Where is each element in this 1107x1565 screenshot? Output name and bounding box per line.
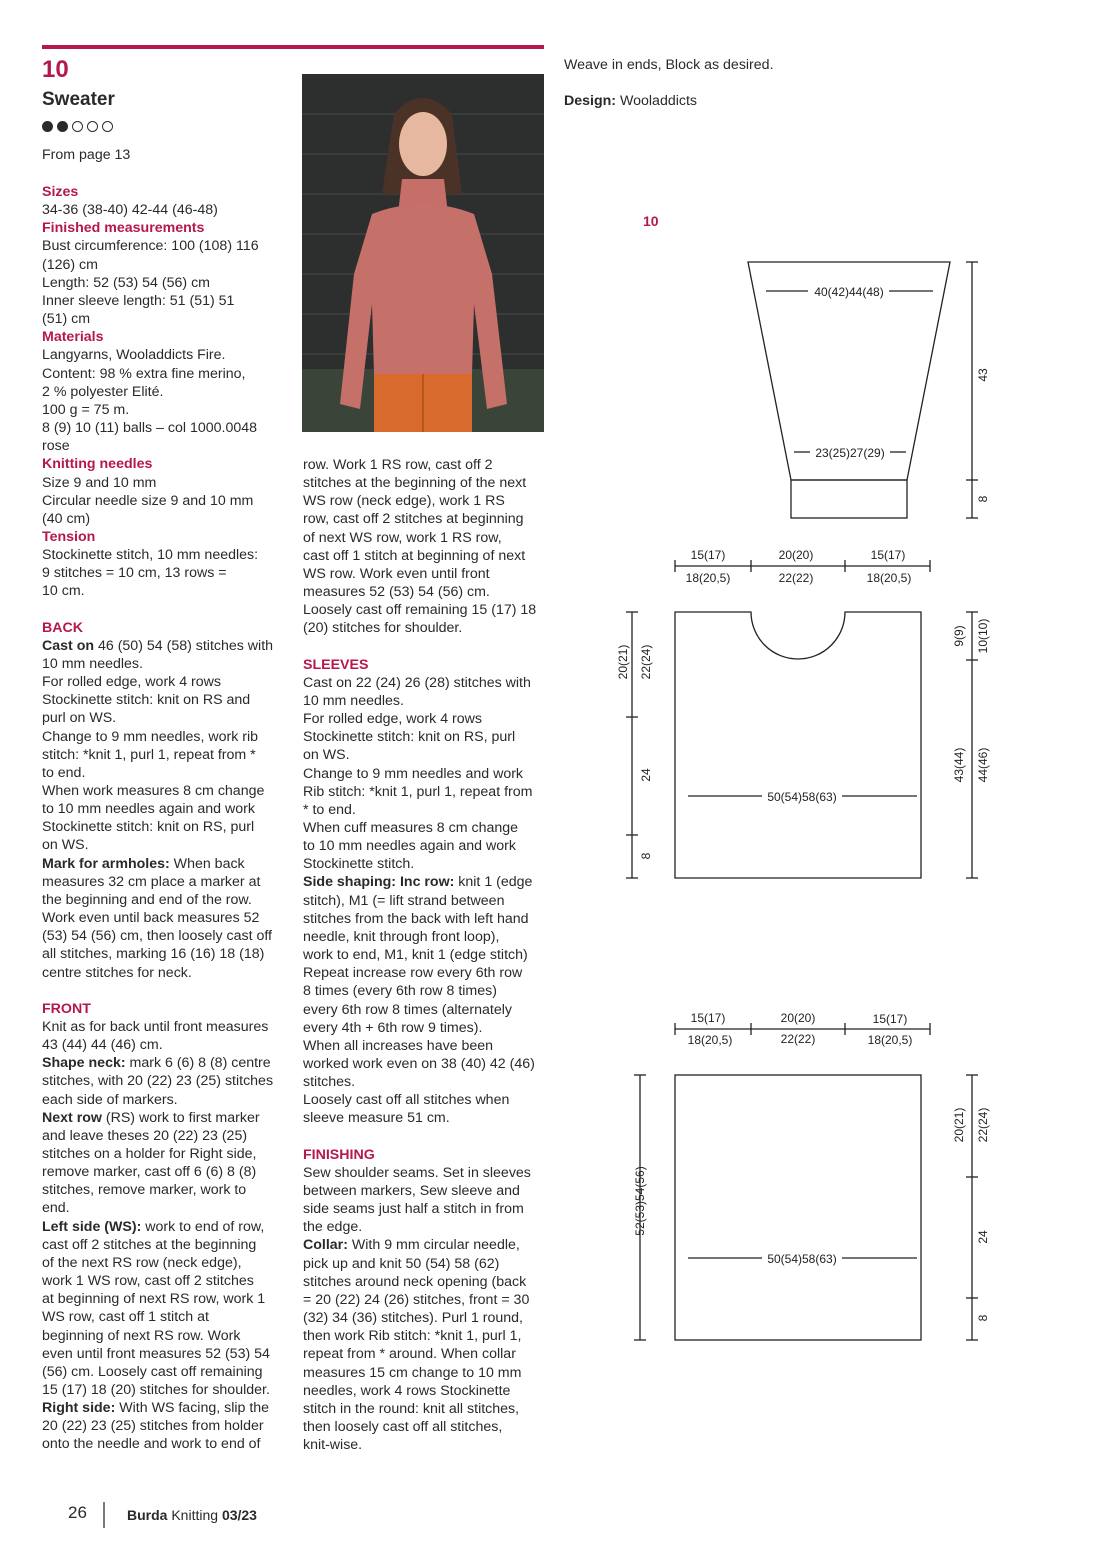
- text-line: the beginning and end of the row.: [42, 891, 252, 908]
- text-line: measures 15 cm change to 10 mm: [303, 1364, 522, 1381]
- front-outline: [675, 612, 921, 878]
- front-shoulder-right-bottom: 18(20,5): [866, 571, 912, 585]
- front-shoulder-left-bottom: 18(20,5): [685, 571, 731, 585]
- front-neck-depth-1: 9(9): [952, 625, 966, 647]
- text-line: 34-36 (38-40) 42-44 (46-48): [42, 202, 218, 219]
- inline-label: Shape neck:: [42, 1055, 126, 1072]
- text-line: 20 (22) 23 (25) stitches from holder: [42, 1418, 264, 1435]
- text-line: (53) 54 (56) cm, then loosely cast off: [42, 928, 272, 945]
- inline-text: When back: [169, 855, 245, 872]
- text-line: Sew shoulder seams. Set in sleeves: [303, 1164, 531, 1181]
- text-line: stitches from the back with left hand: [303, 910, 529, 927]
- text-line: Change to 9 mm needles, work rib: [42, 728, 259, 745]
- text-line: measures 52 (53) 54 (56) cm.: [303, 584, 490, 601]
- text-line: Circular needle size 9 and 10 mm: [42, 492, 254, 509]
- text-line: Stockinette stitch: knit on RS, purl: [303, 729, 516, 746]
- text-line: When cuff measures 8 cm change: [303, 819, 519, 836]
- back-length: 52(53)54(56): [633, 1166, 647, 1236]
- text-line: repeat from * around. When collar: [303, 1346, 516, 1363]
- back-width: 50(54)58(63): [767, 1252, 837, 1266]
- finishing-note: Weave in ends, Block as desired.: [564, 57, 774, 73]
- text-line: Stockinette stitch.: [303, 856, 415, 873]
- text-line: beginning of next RS row. Work: [42, 1327, 241, 1344]
- back-neck-bottom: 22(22): [780, 1032, 816, 1046]
- text-line: (40 cm): [42, 510, 91, 527]
- back-shoulder-left-bottom: 18(20,5): [687, 1033, 733, 1047]
- text-line: stitch in the round: knit all stitches,: [303, 1400, 520, 1417]
- front-neck-depth-2: 10(10): [976, 618, 990, 654]
- text-line: stitches at the beginning of the next: [303, 475, 527, 492]
- text-line: of the next RS row (neck edge),: [42, 1254, 242, 1271]
- text-line: (51) cm: [42, 311, 91, 328]
- text-line: needles, work 4 rows Stockinette: [303, 1382, 511, 1399]
- text-line: on WS.: [42, 837, 89, 854]
- front-shoulder-left-top: 15(17): [690, 548, 726, 562]
- text-line: When work measures 8 cm change: [42, 783, 265, 799]
- section-heading: Tension: [42, 528, 96, 545]
- text-line: 10 cm.: [42, 583, 85, 600]
- text-line: to 10 mm needles again and work: [42, 801, 255, 818]
- inline-label: Mark for armholes:: [42, 855, 170, 872]
- inline-text: (RS) work to first marker: [101, 1109, 260, 1126]
- text-line: row, cast off 2 stitches at beginning: [303, 511, 524, 528]
- inline-text: With WS facing, slip the: [115, 1400, 270, 1417]
- text-line: (56) cm. Loosely cast off remaining: [42, 1363, 263, 1380]
- text-line: Repeat increase row every 6th row: [303, 965, 523, 982]
- text-line: cast off 2 stitches at the beginning: [42, 1236, 257, 1253]
- text-line: stitches on a holder for Right side,: [42, 1145, 257, 1162]
- text-line: When all increases have been: [303, 1037, 494, 1054]
- inline-label: Cast on: [42, 637, 95, 654]
- text-line: (20) stitches for shoulder.: [303, 620, 463, 637]
- front-width: 50(54)58(63): [767, 790, 837, 804]
- text-line: Loosely cast off all stitches when: [303, 1092, 510, 1109]
- front-left-rib: 8: [639, 852, 653, 860]
- front-left-armhole-2: 22(24): [639, 644, 653, 680]
- section-heading: SLEEVES: [303, 656, 369, 673]
- sleeve-bottom-width: 23(25)27(29): [815, 446, 885, 460]
- text-line: stitches around neck opening (back: [303, 1273, 527, 1290]
- front-shoulder-right-top: 15(17): [870, 548, 906, 562]
- section-heading: FRONT: [42, 1000, 91, 1017]
- section-heading: Knitting needles: [42, 456, 153, 473]
- text-line: 8 (9) 10 (11) balls – col 1000.0048: [42, 420, 258, 437]
- back-shoulder-right-top: 15(17): [872, 1012, 908, 1026]
- text-line: Langyarns, Wooladdicts Fire.: [42, 347, 226, 364]
- text-line: * to end.: [303, 801, 356, 818]
- text-line: Stockinette stitch: knit on RS and: [42, 692, 251, 709]
- text-line: even until front measures 52 (53) 54: [42, 1345, 270, 1362]
- front-length-1: 43(44): [952, 747, 966, 783]
- text-line: Content: 98 % extra fine merino,: [42, 365, 246, 382]
- text-line: to end.: [42, 764, 86, 781]
- text-line: between markers, Sew sleeve and: [303, 1182, 520, 1199]
- front-neck-bottom: 22(22): [778, 571, 814, 585]
- text-line: stitch), M1 (= lift strand between: [303, 892, 505, 909]
- inline-text: knit 1 (edge: [454, 874, 533, 891]
- back-shoulder-right-bottom: 18(20,5): [867, 1033, 913, 1047]
- text-line: pick up and knit 50 (54) 58 (62): [303, 1255, 500, 1272]
- text-line: Length: 52 (53) 54 (56) cm: [42, 274, 210, 291]
- back-armhole-2: 22(24): [976, 1107, 990, 1143]
- front-length-2: 44(46): [976, 747, 990, 783]
- text-line: 9 stitches = 10 cm, 13 rows =: [42, 565, 227, 582]
- back-armhole-1: 20(21): [952, 1107, 966, 1143]
- pattern-title: Sweater: [42, 89, 115, 110]
- section-heading: Sizes: [42, 184, 79, 200]
- text-line: 8 times (every 6th row 8 times): [303, 983, 497, 1000]
- section-heading: Finished measurements: [42, 220, 205, 237]
- text-line: stitches.: [303, 1074, 356, 1091]
- text-line: 100 g = 75 m.: [42, 401, 130, 418]
- text-line: each side of markers.: [42, 1091, 178, 1108]
- inline-label: Left side (WS):: [42, 1218, 142, 1235]
- text-line: Cast on 22 (24) 26 (28) stitches with: [303, 674, 531, 691]
- front-left-armhole-1: 20(21): [616, 644, 630, 680]
- text-line: Change to 9 mm needles and work: [303, 765, 524, 782]
- inline-text: mark 6 (6) 8 (8) centre: [125, 1055, 271, 1072]
- text-line: end.: [42, 1200, 70, 1217]
- front-neck-top: 20(20): [778, 548, 814, 562]
- text-line: all stitches, marking 16 (16) 18 (18): [42, 946, 265, 963]
- text-line: needle, knit through front loop),: [303, 928, 500, 945]
- text-line: Bust circumference: 100 (108) 116: [42, 238, 259, 255]
- text-line: WS row (neck edge), work 1 RS: [303, 493, 505, 510]
- text-line: WS row, cast off 1 stitch at: [42, 1309, 209, 1326]
- text-line: 2 % polyester Elité.: [42, 383, 164, 400]
- text-line: then work Rib stitch: *knit 1, purl 1,: [303, 1328, 522, 1345]
- text-line: (126) cm: [42, 256, 98, 273]
- back-outline: [675, 1075, 921, 1340]
- footer-issue: 03/23: [221, 1507, 257, 1523]
- text-line: = 20 (22) 24 (26) stitches, front = 30: [303, 1291, 530, 1308]
- text-line: row. Work 1 RS row, cast off 2: [303, 457, 493, 473]
- text-line: 10 mm needles.: [42, 655, 143, 672]
- inline-label: Next row: [42, 1109, 102, 1126]
- front-left-body: 24: [639, 768, 653, 782]
- text-line: onto the needle and work to end of: [42, 1436, 261, 1453]
- text-line: knit-wise.: [303, 1437, 363, 1454]
- design-label: Design:: [564, 93, 617, 109]
- pattern-number: 10: [42, 56, 69, 83]
- text-line: Size 9 and 10 mm: [42, 474, 157, 491]
- inline-label: Side shaping: Inc row:: [303, 874, 455, 891]
- text-line: the edge.: [303, 1219, 363, 1236]
- inline-text: 46 (50) 54 (58) stitches with: [94, 637, 274, 654]
- footer-magazine: Knitting: [171, 1507, 219, 1523]
- page-number: 26: [68, 1503, 87, 1522]
- text-line: Knit as for back until front measures: [42, 1018, 269, 1035]
- design-value: Wooladdicts: [619, 93, 698, 109]
- sleeve-cuff-outline: [791, 480, 907, 518]
- inline-text: With 9 mm circular needle,: [347, 1237, 520, 1254]
- text-line: worked work even on 38 (40) 42 (46): [303, 1056, 535, 1072]
- text-line: Stockinette stitch: knit on RS, purl: [42, 819, 255, 836]
- sleeve-length: 43: [976, 368, 990, 382]
- back-shoulder-left-top: 15(17): [690, 1011, 726, 1025]
- text-line: WS row. Work even until front: [303, 565, 490, 582]
- text-line: Loosely cast off remaining 15 (17) 18: [303, 602, 537, 619]
- text-line: sleeve measure 51 cm.: [303, 1110, 450, 1127]
- section-heading: Materials: [42, 329, 104, 346]
- from-page: From page 13: [42, 147, 131, 163]
- text-line: then loosely cast off all stitches,: [303, 1418, 503, 1435]
- back-body: 24: [976, 1230, 990, 1244]
- inline-text: work to end of row,: [141, 1218, 265, 1235]
- sleeve-top-width: 40(42)44(48): [814, 285, 884, 299]
- section-heading: FINISHING: [303, 1146, 375, 1163]
- text-line: Inner sleeve length: 51 (51) 51: [42, 292, 235, 309]
- text-line: For rolled edge, work 4 rows: [42, 674, 221, 691]
- text-line: stitches, with 20 (22) 23 (25) stitches: [42, 1073, 274, 1090]
- back-neck-top: 20(20): [780, 1011, 816, 1025]
- text-line: every 4th + 6th row 9 times).: [303, 1019, 483, 1036]
- text-line: stitch: *knit 1, purl 1, repeat from *: [42, 746, 256, 763]
- text-line: to 10 mm needles again and work: [303, 838, 516, 855]
- text-line: For rolled edge, work 4 rows: [303, 711, 482, 728]
- text-line: cast off 1 stitch at beginning of next: [303, 547, 526, 564]
- text-line: Stockinette stitch, 10 mm needles:: [42, 547, 259, 564]
- section-heading: BACK: [42, 619, 83, 636]
- text-line: 43 (44) 44 (46) cm.: [42, 1037, 163, 1054]
- text-line: and leave theses 20 (22) 23 (25): [42, 1127, 248, 1144]
- text-line: centre stitches for neck.: [42, 964, 192, 981]
- text-line: 15 (17) 18 (20) stitches for shoulder.: [42, 1382, 270, 1398]
- text-line: on WS.: [303, 747, 350, 764]
- text-line: stitches, remove marker, work to: [42, 1182, 247, 1199]
- sleeve-cuff: 8: [976, 495, 990, 503]
- text-line: (32) 34 (36) stitches). Purl 1 round,: [303, 1310, 524, 1327]
- text-line: Rib stitch: *knit 1, purl 1, repeat from: [303, 783, 533, 800]
- diagram-number: 10: [643, 213, 659, 229]
- text-line: 10 mm needles.: [303, 692, 404, 709]
- text-line: rose: [42, 438, 70, 455]
- text-line: work to end, M1, knit 1 (edge stitch): [303, 947, 528, 964]
- text-line: remove marker, cast off 6 (6) 8 (8): [42, 1164, 257, 1181]
- text-line: every 6th row 8 times (alternately: [303, 1001, 512, 1018]
- inline-label: Collar:: [303, 1237, 348, 1254]
- text-line: at beginning of next RS row, work 1: [42, 1291, 266, 1308]
- text-line: purl on WS.: [42, 710, 117, 727]
- text-line: measures 32 cm place a marker at: [42, 873, 261, 890]
- text-line: work 1 WS row, cast off 2 stitches: [42, 1273, 254, 1290]
- inline-label: Right side:: [42, 1400, 116, 1417]
- footer-brand: Burda: [127, 1507, 168, 1523]
- footer-credit: [127, 1507, 257, 1523]
- text-line: of next WS row, work 1 RS row,: [303, 529, 502, 546]
- text-line: Work even until back measures 52: [42, 910, 260, 927]
- text-line: side seams just half a stitch in from: [303, 1201, 524, 1218]
- back-rib: 8: [976, 1314, 990, 1322]
